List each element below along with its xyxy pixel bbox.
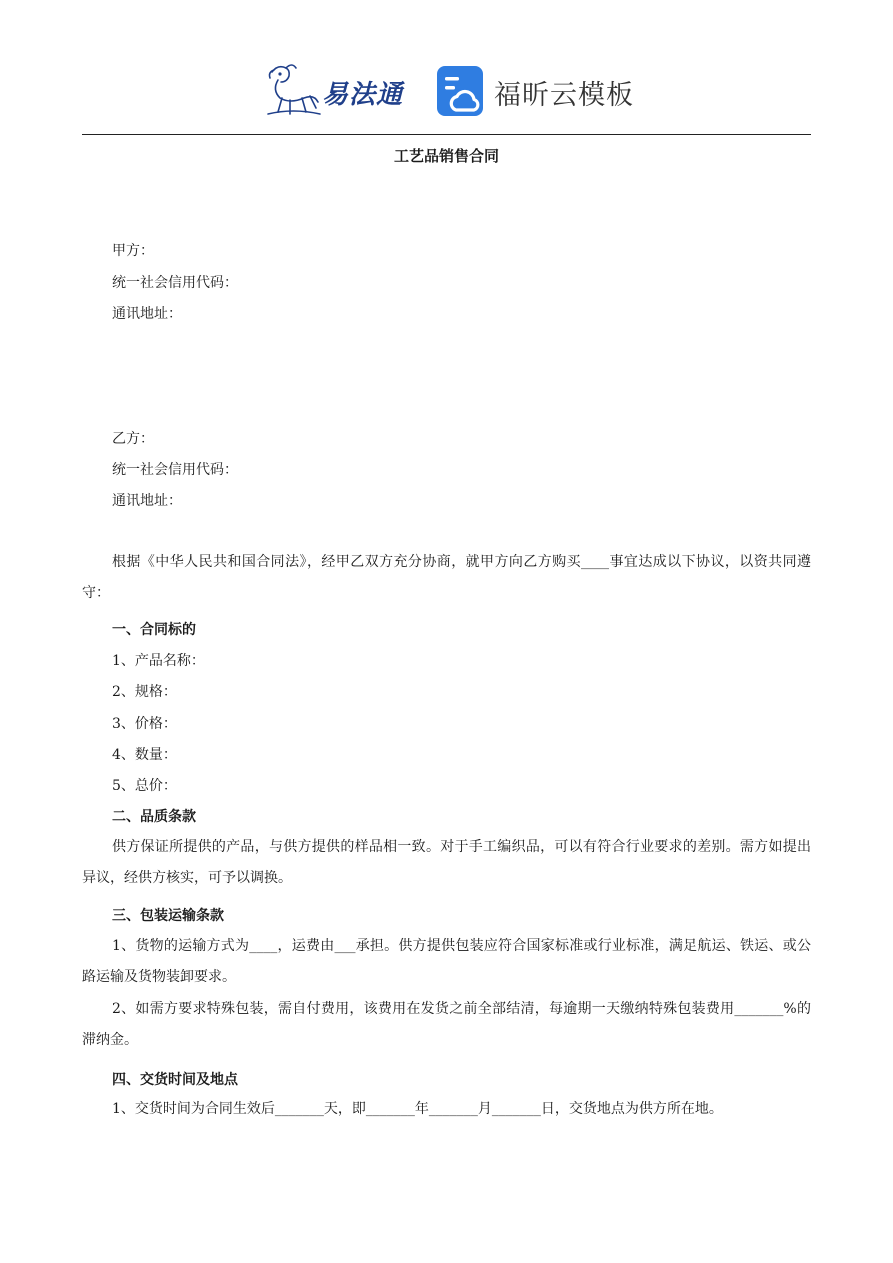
document-title: 工艺品销售合同 — [393, 147, 499, 165]
party-b-name-label: 乙方： — [112, 431, 154, 447]
section-1-item: 3、价格： — [112, 716, 177, 732]
section-1-item: 2、规格： — [112, 684, 177, 700]
section-4-heading: 四、交货时间及地点 — [112, 1072, 238, 1088]
foxit-cloud-template-logo — [436, 66, 636, 118]
party-b-address-label: 通讯地址： — [112, 493, 182, 509]
section-3-heading: 三、包装运输条款 — [112, 908, 224, 924]
section-3-item-1: 1、货物的运输方式为____，运费由___承担。供方提供包装应符合国家标准或行业标准，满足航运、铁运、或公路运输及货物装卸要求。 — [82, 938, 811, 985]
qilin-icon — [262, 62, 324, 120]
party-a-name-label: 甲方： — [112, 243, 154, 259]
yifatong-logo-text: 易法通 — [322, 80, 404, 110]
party-a-credit-code-label: 统一社会信用代码： — [112, 275, 238, 291]
yifatong-logo — [262, 62, 412, 120]
section-3-item-2: 2、如需方要求特殊包装，需自付费用，该费用在发货之前全部结清，每逾期一天缴纳特殊包装费用_______%的滞纳金。 — [82, 1001, 811, 1048]
cloud-document-icon — [436, 66, 486, 118]
section-1-item: 1、产品名称： — [112, 653, 205, 669]
section-2-heading: 二、品质条款 — [112, 809, 196, 825]
party-a-address-label: 通讯地址： — [112, 306, 182, 322]
section-2-paragraph: 供方保证所提供的产品，与供方提供的样品相一致。对于手工编织品，可以有符合行业要求的差别。需方如提出异议，经供方核实，可予以调换。 — [82, 839, 811, 886]
preamble-paragraph: 根据《中华人民共和国合同法》，经甲乙双方充分协商，就甲方向乙方购买____事宜达成以下协议，以资共同遵守： — [82, 554, 811, 601]
section-1-item: 4、数量： — [112, 747, 177, 763]
foxit-logo-text: 福昕云模板 — [494, 80, 634, 111]
party-b-credit-code-label: 统一社会信用代码： — [112, 462, 238, 478]
section-4-item-1: 1、交货时间为合同生效后_______天，即_______年_______月_______日，交货地点为供方所在地。 — [112, 1101, 723, 1117]
section-1-item: 5、总价： — [112, 778, 177, 794]
header-divider — [82, 134, 811, 135]
section-1-heading: 一、合同标的 — [112, 622, 196, 638]
